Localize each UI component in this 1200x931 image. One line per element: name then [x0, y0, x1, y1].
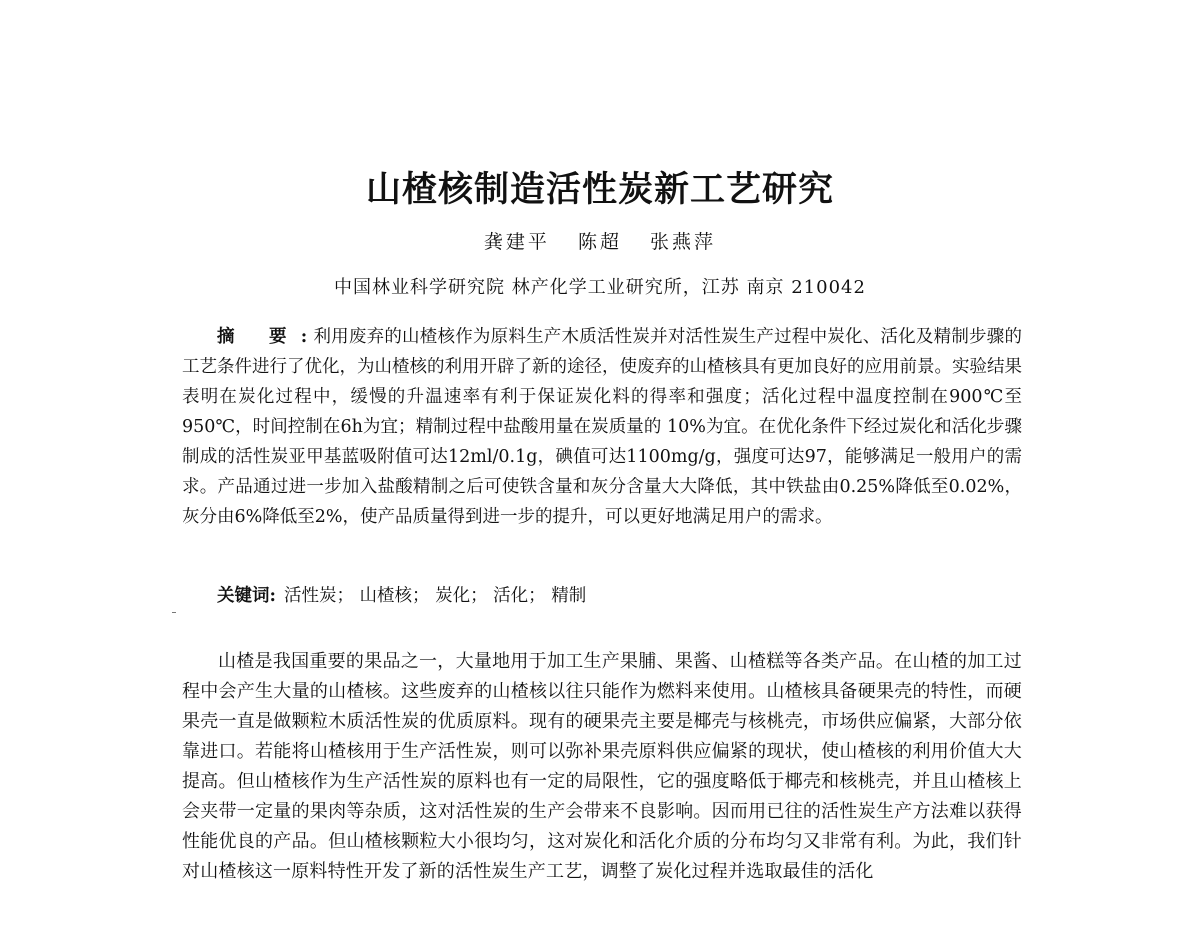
abstract-label: 摘 要: [217, 327, 322, 347]
keywords-label: 关键词: [217, 586, 276, 606]
paper-title: 山楂核制造活性炭新工艺研究 [365, 169, 834, 210]
keywords-text: 活性炭； 山楂核； 炭化； 活化； 精制 [283, 586, 587, 606]
body-paragraph: 山楂是我国重要的果品之一，大量地用于加工生产果脯、果酱、山楂糕等各类产品。在山楂的加工过程中会产生大量的山楂核。这些废弃的山楂核以往只能作为燃料来使用。山楂核具备硬果壳的特性，而硬果壳一直是做颗粒木质活性炭的优质原料。现有的硬果壳主要是椰壳与核桃壳，市场供应偏紧，大部分依靠进口。若能将山楂核用于生产活性炭，则可以弥补果壳原料供应偏紧的现状，使山楂核的利用价值大大提高。但山楂核作为生产活性炭的原料也有一定的局限性，它的强度略低于椰壳和核桃壳，并且山楂核上会夹带一定量的果肉等杂质，这对活性炭的生产会带来不良影响。因而用已往的活性炭生产方法难以获得性能优良的产品。但山楂核颗粒大小很均匀，这对炭化和活化介质的分布均匀又非常有利。为此，我们针对山楂核这一原料特性开发了新的活性炭生产工艺，调整了炭化过程并选取最佳的活化 [182, 651, 1022, 882]
keywords [182, 581, 1022, 611]
author-affiliation: 中国林业科学研究院 林产化学工业研究所，江苏 南京 210042 [334, 277, 866, 298]
author-name: 张燕萍 [650, 231, 717, 253]
author-list [0, 229, 1200, 255]
abstract-text: 利用废弃的山楂核作为原料生产木质活性炭并对活性炭生产过程中炭化、活化及精制步骤的工艺条件进行了优化，为山楂核的利用开辟了新的途径，使废弃的山楂核具有更加良好的应用前景。实验结果表明在炭化过程中，缓慢的升温速率有利于保证炭化料的得率和强度；活化过程中温度控制在900℃至950℃，时间控制在6h为宜；精制过程中盐酸用量在炭质量的 10%为宜。在优化条件下经过炭化和活化步骤制成的活性炭亚甲基蓝吸附值可达12ml/0.1g，碘值可达1100mg/g，强度可达97，能够满足一般用户的需求。产品通过进一步加入盐酸精制之后可使铁含量和灰分含量大大降低，其中铁盐由0.25%降低至0.02%，灰分由6%降低至2%，使产品质量得到进一步的提升，可以更好地满足用户的需求。 [182, 327, 1022, 527]
author-name: 陈超 [577, 231, 622, 253]
abstract [182, 322, 1022, 532]
author-name: 龚建平 [483, 231, 550, 253]
scan-artifact [172, 612, 176, 613]
